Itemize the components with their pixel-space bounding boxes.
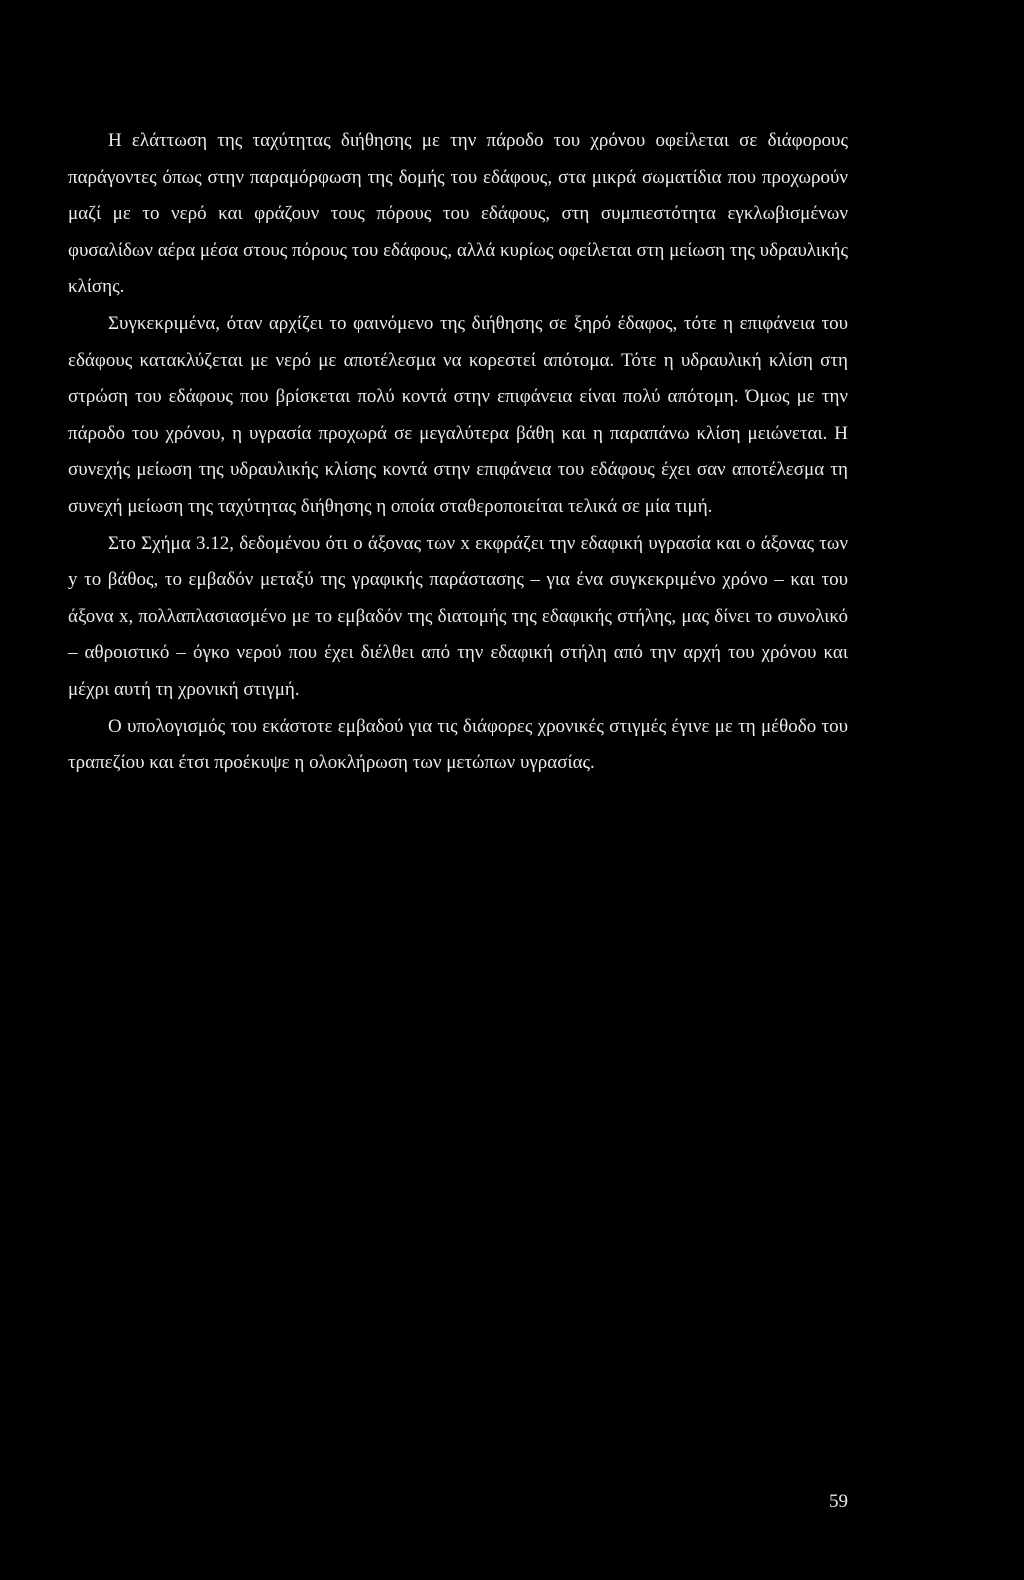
paragraph-trapezoid-method: Ο υπολογισμός του εκάστοτε εμβαδού για τις διάφορες χρονικές στιγμές έγινε με τη μέθοδο του τραπεζίου και έτσι προέκυψε η ολοκλήρωση των μετώπων υγρασίας.	[68, 715, 848, 774]
document-body	[68, 123, 848, 782]
page-number: 59	[829, 1491, 848, 1512]
paragraph-hydraulic-gradient: Συγκεκριμένα, όταν αρχίζει το φαινόμενο της διήθησης σε ξηρό έδαφος, τότε η επιφάνεια του εδάφους κατακλύζεται με νερό με αποτέλεσμα να κορεστεί απότομα. Τότε η υδραυλική κλίση στη στρώση του εδάφους που βρίσκεται πολύ κοντά στην επιφάνεια είναι πολύ απότομη. Όμως με την πάροδο του χρόνου, η υγρασία προχωρά σε μεγαλύτερα βάθη και η παραπάνω κλίση μειώνεται. Η συνεχής μείωση της υδραυλικής κλίσης κοντά στην επιφάνεια του εδάφους έχει σαν αποτέλεσμα τη συνεχή μείωση της ταχύτητας διήθησης η οποία σταθεροποιείται τελικά σε μία τιμή.	[68, 312, 848, 517]
paragraph-figure-explanation: Στο Σχήμα 3.12, δεδομένου ότι ο άξονας των x εκφράζει την εδαφική υγρασία και ο άξονας των y το βάθος, το εμβαδόν μεταξύ της γραφικής παράστασης – για ένα συγκεκριμένο χρόνο – και του άξονα x, πολλαπλασιασμένο με το εμβαδόν της διατομής της εδαφικής στήλης, μας δίνει το συνολικό – αθροιστικό – όγκο νερού που έχει διέλθει από την εδαφική στήλη από την αρχή του χρόνου και μέχρι αυτή τη χρονική στιγμή.	[68, 532, 848, 700]
paragraph-infiltration-rate-decrease: Η ελάττωση της ταχύτητας διήθησης με την πάροδο του χρόνου οφείλεται σε διάφορους παράγοντες όπως στην παραμόρφωση της δομής του εδάφους, στα μικρά σωματίδια που προχωρούν μαζί με το νερό και φράζουν τους πόρους του εδάφους, στη συμπιεστότητα εγκλωβισμένων φυσαλίδων αέρα μέσα στους πόρους του εδάφους, αλλά κυρίως οφείλεται στη μείωση της υδραυλικής κλίσης.	[68, 130, 848, 298]
